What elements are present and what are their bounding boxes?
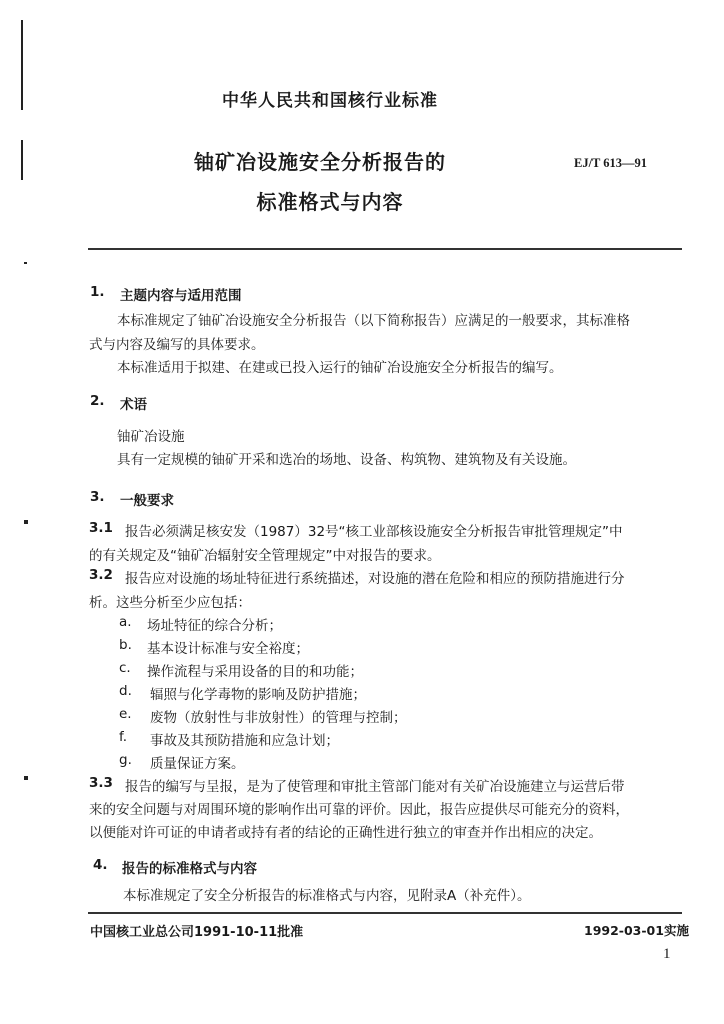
header-rule [88,248,682,250]
list-item-label: f. [119,729,128,745]
term-name: 铀矿冶设施 [117,429,185,445]
doc-title-line1: 铀矿冶设施安全分析报告的 [194,150,446,174]
section-4-number: 4. [93,857,108,873]
clause-3-3-line-2: 来的安全问题与对周围环境的影响作出可靠的评价。因此，报告应提供尽可能充分的资料， [89,802,629,818]
scan-edge-mark [24,520,28,524]
section-1-paragraph-1-line-2: 式与内容及编写的具体要求。 [89,337,265,353]
section-4-title: 报告的标准格式与内容 [122,861,257,877]
list-item-label: g. [119,752,132,768]
list-item-label: c. [119,660,131,676]
list-item-text: 事故及其预防措施和应急计划； [150,733,339,749]
list-item-text: 废物（放射性与非放射性）的管理与控制； [150,710,407,726]
list-item-label: b. [119,637,132,653]
section-1-paragraph-1-line-1: 本标准规定了铀矿冶设施安全分析报告（以下简称报告）应满足的一般要求，其标准格 [117,313,630,329]
clause-3-3-line-3: 以便能对许可证的申请者或持有者的结论的正确性进行独立的审查并作出相应的决定。 [89,825,602,841]
scan-edge-line [21,20,23,110]
section-4-paragraph: 本标准规定了安全分析报告的标准格式与内容，见附录A（补充件）。 [123,888,531,904]
clause-3-2-line-1: 报告应对设施的场址特征进行系统描述，对设施的潜在危险和相应的预防措施进行分 [125,571,625,587]
standard-code: EJ/T 613—91 [574,156,648,170]
section-1-paragraph-2: 本标准适用于拟建、在建或已投入运行的铀矿冶设施安全分析报告的编写。 [117,360,563,376]
effective-date: 1992-03-01实施 [584,923,689,938]
footer-rule [88,912,682,914]
clause-3-1-line-1: 报告必须满足核安发（1987）32号“核工业部核设施安全分析报告审批管理规定”中 [125,524,623,540]
section-1-title: 主题内容与适用范围 [120,288,242,304]
clause-3-2-number: 3.2 [89,567,113,583]
org-title: 中华人民共和国核行业标准 [222,91,438,111]
clause-3-3-line-1: 报告的编写与呈报，是为了使管理和审批主管部门能对有关矿冶设施建立与运营后带 [125,779,625,795]
clause-3-2-line-2: 析。这些分析至少应包括： [89,595,251,611]
clause-3-3-number: 3.3 [89,775,113,791]
section-2-number: 2. [90,393,105,409]
list-item-label: e. [119,706,132,722]
list-item-text: 质量保证方案。 [150,756,245,772]
scan-edge-line [21,140,23,180]
clause-3-1-number: 3.1 [89,520,113,536]
approval-date: 中国核工业总公司1991-10-11批准 [90,925,304,940]
list-item-text: 辐照与化学毒物的影响及防护措施； [150,687,366,703]
scan-edge-mark [24,262,27,264]
list-item-label: d. [119,683,132,699]
term-definition: 具有一定规模的铀矿开采和选冶的场地、设备、构筑物、建筑物及有关设施。 [117,452,576,468]
scan-edge-mark [24,776,28,780]
section-3-number: 3. [90,489,105,505]
section-2-title: 术语 [120,397,147,413]
page-number: 1 [663,946,671,962]
list-item-label: a. [119,614,132,630]
clause-3-1-line-2: 的有关规定及“铀矿冶辐射安全管理规定”中对报告的要求。 [89,548,441,564]
section-3-title: 一般要求 [120,493,174,509]
doc-title-line2: 标准格式与内容 [256,190,404,214]
list-item-text: 基本设计标准与安全裕度； [147,641,309,657]
section-1-number: 1. [90,284,105,300]
list-item-text: 场址特征的综合分析； [147,618,282,634]
list-item-text: 操作流程与采用设备的目的和功能； [147,664,363,680]
